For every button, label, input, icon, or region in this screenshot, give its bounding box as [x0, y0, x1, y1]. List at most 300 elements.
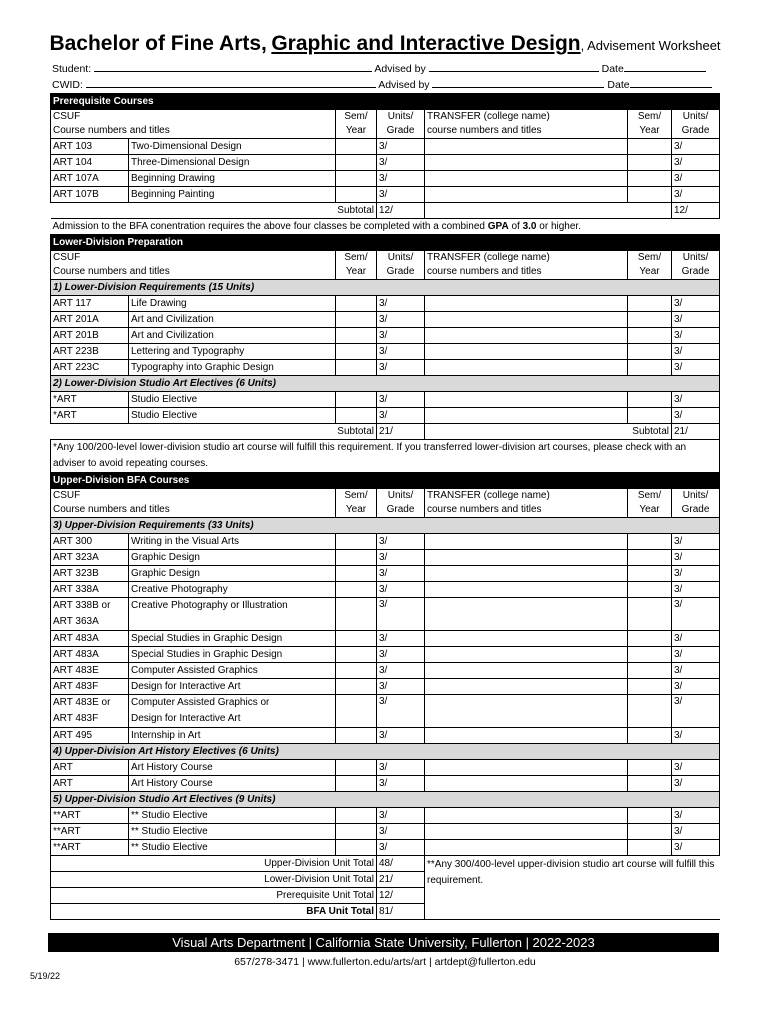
transfer-subtotal-label: Subtotal	[425, 424, 672, 440]
subsection-lower-electives-label: 2) Lower-Division Studio Art Electives (6 Units)	[51, 376, 720, 392]
course-code: ART 117	[51, 296, 129, 312]
sem-year-field[interactable]	[336, 566, 377, 582]
transfer-course-field[interactable]	[425, 695, 628, 728]
section-upper-division	[51, 473, 720, 489]
units-grade-field[interactable]: 3/	[377, 824, 425, 840]
transfer-grade-label: Grade	[681, 125, 710, 136]
transfer-sem-field[interactable]	[628, 679, 672, 695]
year-label: Year	[345, 266, 367, 277]
sem-year-field[interactable]	[336, 312, 377, 328]
units-grade-field[interactable]: 3/	[377, 155, 425, 171]
transfer-year-label: Year	[639, 504, 660, 515]
transfer-units-label: Units/	[682, 252, 709, 263]
student-line	[52, 62, 720, 75]
units-grade-field[interactable]: 3/	[377, 631, 425, 647]
date-field-2[interactable]	[630, 78, 712, 88]
course-row-alt	[51, 695, 720, 728]
gpa-note-pre: Admission to the BFA conentration requires the above four classes be completed with a combined	[52, 221, 488, 232]
transfer-units-field[interactable]: 3/	[672, 296, 720, 312]
sem-year-field[interactable]	[336, 824, 377, 840]
subtotal-label: Subtotal	[51, 424, 377, 440]
course-title: ** Studio Elective	[129, 824, 336, 840]
date-label-2: Date	[607, 79, 630, 91]
header-transfer	[425, 489, 628, 518]
course-code: ART 323B	[51, 566, 129, 582]
transfer-sem-field[interactable]	[628, 312, 672, 328]
page-title	[0, 32, 770, 56]
units-grade-field[interactable]: 3/	[377, 808, 425, 824]
blank-cell	[425, 203, 672, 219]
header-transfer-sem	[628, 110, 672, 139]
transfer-sem-field[interactable]	[628, 663, 672, 679]
units-grade-field[interactable]: 3/	[377, 728, 425, 744]
transfer-units-field[interactable]: 3/	[672, 695, 720, 728]
transfer-course-field[interactable]	[425, 728, 628, 744]
transfer-sem-field[interactable]	[628, 631, 672, 647]
transfer-sem-field[interactable]	[628, 139, 672, 155]
units-grade-field[interactable]: 3/	[377, 776, 425, 792]
cwid-field[interactable]	[86, 78, 376, 88]
advisement-table-body	[51, 94, 720, 920]
course-code: ART 223B	[51, 344, 129, 360]
revision-date: 5/19/22	[30, 971, 61, 981]
sem-year-field[interactable]	[336, 187, 377, 203]
transfer-course-field[interactable]	[425, 598, 628, 631]
units-grade-field[interactable]: 3/	[377, 534, 425, 550]
unit-total-value[interactable]: 21/	[377, 872, 425, 888]
sem-year-field[interactable]	[336, 534, 377, 550]
sem-year-field[interactable]	[336, 155, 377, 171]
upper-note-text: **Any 300/400-level upper-division studio art course will fulfill this requirement.	[425, 856, 720, 920]
course-title: Beginning Painting	[129, 187, 336, 203]
course-title: Writing in the Visual Arts	[129, 534, 336, 550]
transfer-course-field[interactable]	[425, 534, 628, 550]
column-header-row	[51, 251, 720, 280]
transfer-course-field[interactable]	[425, 328, 628, 344]
transfer-units-field[interactable]: 3/	[672, 824, 720, 840]
sem-year-field[interactable]	[336, 582, 377, 598]
sem-year-field[interactable]	[336, 392, 377, 408]
gpa-note-of: of	[508, 221, 523, 232]
cwid-label: CWID:	[52, 79, 83, 91]
sem-year-field[interactable]	[336, 360, 377, 376]
course-numbers-label: Course numbers and titles	[53, 504, 170, 515]
course-title	[129, 598, 336, 631]
transfer-sem-field[interactable]	[628, 598, 672, 631]
transfer-sem-field[interactable]	[628, 760, 672, 776]
subsection-lower-electives	[51, 376, 720, 392]
transfer-course-field[interactable]	[425, 679, 628, 695]
header-transfer-sem	[628, 251, 672, 280]
sem-year-field[interactable]	[336, 728, 377, 744]
course-code-line1: ART 338B or	[53, 600, 111, 611]
transfer-units-field[interactable]: 3/	[672, 647, 720, 663]
units-label: Units/	[387, 252, 414, 263]
course-row	[51, 728, 720, 744]
course-row	[51, 840, 720, 856]
transfer-course-field[interactable]	[425, 631, 628, 647]
header-units	[377, 489, 425, 518]
sem-year-field[interactable]	[336, 550, 377, 566]
transfer-units-field[interactable]: 3/	[672, 344, 720, 360]
transfer-units-field[interactable]: 3/	[672, 728, 720, 744]
header-csuf	[51, 251, 336, 280]
transfer-subtotal-value[interactable]: 21/	[672, 424, 720, 440]
transfer-units-field[interactable]: 3/	[672, 408, 720, 424]
course-code: **ART	[51, 840, 129, 856]
course-numbers-label: Course numbers and titles	[53, 125, 170, 136]
transfer-units-field[interactable]: 3/	[672, 392, 720, 408]
section-lower-division	[51, 235, 720, 251]
transfer-subtotal-value[interactable]: 12/	[672, 203, 720, 219]
course-code: ART 223C	[51, 360, 129, 376]
grade-label: Grade	[386, 125, 415, 136]
units-label: Units/	[387, 490, 414, 501]
course-title: Three-Dimensional Design	[129, 155, 336, 171]
units-grade-field[interactable]: 3/	[377, 139, 425, 155]
course-title: Lettering and Typography	[129, 344, 336, 360]
sem-label: Sem/	[344, 252, 368, 263]
course-code: ART 483A	[51, 647, 129, 663]
gpa-note	[51, 219, 720, 235]
units-grade-field[interactable]: 3/	[377, 392, 425, 408]
course-code: **ART	[51, 824, 129, 840]
column-header-row	[51, 489, 720, 518]
transfer-sem-field[interactable]	[628, 566, 672, 582]
units-grade-field[interactable]: 3/	[377, 550, 425, 566]
transfer-sem-field[interactable]	[628, 647, 672, 663]
transfer-sem-field[interactable]	[628, 808, 672, 824]
transfer-units-field[interactable]: 3/	[672, 139, 720, 155]
course-title: Typography into Graphic Design	[129, 360, 336, 376]
sem-year-field[interactable]	[336, 760, 377, 776]
transfer-course-field[interactable]	[425, 824, 628, 840]
course-row	[51, 296, 720, 312]
transfer-units-field[interactable]: 3/	[672, 171, 720, 187]
subsection-upper-studio	[51, 792, 720, 808]
transfer-units-field[interactable]: 3/	[672, 582, 720, 598]
units-grade-field[interactable]: 3/	[377, 296, 425, 312]
transfer-units-label: Units/	[682, 490, 709, 501]
transfer-course-field[interactable]	[425, 566, 628, 582]
gpa-note-gpa: GPA	[487, 221, 509, 232]
course-code: ART	[51, 760, 129, 776]
transfer-sem-field[interactable]	[628, 824, 672, 840]
subtotal-label: Subtotal	[51, 203, 377, 219]
course-row	[51, 344, 720, 360]
units-grade-field[interactable]: 3/	[377, 171, 425, 187]
units-grade-field[interactable]: 3/	[377, 695, 425, 728]
transfer-units-field[interactable]: 3/	[672, 808, 720, 824]
units-grade-field[interactable]: 3/	[377, 360, 425, 376]
course-row	[51, 582, 720, 598]
transfer-units-field[interactable]: 3/	[672, 360, 720, 376]
course-code: ART 104	[51, 155, 129, 171]
unit-total-value[interactable]: 48/	[377, 856, 425, 872]
unit-total-label: BFA Unit Total	[51, 904, 377, 920]
course-title: Art History Course	[129, 760, 336, 776]
header-csuf	[51, 110, 336, 139]
transfer-sem-field[interactable]	[628, 776, 672, 792]
header-csuf	[51, 489, 336, 518]
units-grade-field[interactable]: 3/	[377, 840, 425, 856]
transfer-units-field[interactable]: 3/	[672, 534, 720, 550]
subsection-art-history-label: 4) Upper-Division Art History Electives (6 Units)	[51, 744, 720, 760]
transfer-course-field[interactable]	[425, 408, 628, 424]
units-grade-field[interactable]: 3/	[377, 598, 425, 631]
header-transfer-units	[672, 489, 720, 518]
lower-note-text: *Any 100/200-level lower-division studio art course will fulfill this requirement. If you transferred lower-division art courses, please check with an adviser to avoid repeating courses.	[51, 440, 720, 473]
section-lower-division-label: Lower-Division Preparation	[51, 235, 720, 251]
header-transfer-sem	[628, 489, 672, 518]
csuf-label: CSUF	[53, 252, 81, 263]
transfer-sem-field[interactable]	[628, 328, 672, 344]
transfer-sem-field[interactable]	[628, 360, 672, 376]
header-sem	[336, 110, 377, 139]
course-title-line2: Design for Interactive Art	[131, 713, 241, 724]
unit-total-value[interactable]: 12/	[377, 888, 425, 904]
units-grade-field[interactable]: 3/	[377, 647, 425, 663]
unit-total-label: Lower-Division Unit Total	[51, 872, 377, 888]
course-title: Graphic Design	[129, 566, 336, 582]
transfer-label: TRANSFER (college name)	[427, 111, 550, 122]
transfer-course-field[interactable]	[425, 171, 628, 187]
transfer-sem-field[interactable]	[628, 155, 672, 171]
transfer-units-field[interactable]: 3/	[672, 550, 720, 566]
transfer-year-label: Year	[639, 125, 660, 136]
transfer-course-field[interactable]	[425, 296, 628, 312]
subsection-art-history	[51, 744, 720, 760]
transfer-course-field[interactable]	[425, 155, 628, 171]
course-code: ART 483E	[51, 663, 129, 679]
transfer-sem-field[interactable]	[628, 695, 672, 728]
transfer-course-field[interactable]	[425, 139, 628, 155]
units-grade-field[interactable]: 3/	[377, 663, 425, 679]
course-row	[51, 187, 720, 203]
transfer-sem-field[interactable]	[628, 171, 672, 187]
date-field[interactable]	[624, 62, 706, 72]
course-title: ** Studio Elective	[129, 840, 336, 856]
sem-year-field[interactable]	[336, 171, 377, 187]
units-grade-field[interactable]: 3/	[377, 408, 425, 424]
footer-department: Visual Arts Department | California State University, Fullerton | 2022-2023	[48, 933, 719, 952]
transfer-units-field[interactable]: 3/	[672, 155, 720, 171]
transfer-units-field[interactable]: 3/	[672, 840, 720, 856]
units-label: Units/	[387, 111, 414, 122]
sem-year-field[interactable]	[336, 679, 377, 695]
course-row	[51, 776, 720, 792]
year-label: Year	[345, 125, 367, 136]
header-units	[377, 110, 425, 139]
transfer-course-label: course numbers and titles	[427, 266, 542, 277]
transfer-label: TRANSFER (college name)	[427, 252, 550, 263]
transfer-course-field[interactable]	[425, 760, 628, 776]
subsection-upper-requirements-label: 3) Upper-Division Requirements (33 Units)	[51, 518, 720, 534]
units-grade-field[interactable]: 3/	[377, 344, 425, 360]
transfer-course-field[interactable]	[425, 776, 628, 792]
course-code	[51, 598, 129, 631]
transfer-course-field[interactable]	[425, 647, 628, 663]
course-code: ART	[51, 776, 129, 792]
units-grade-field[interactable]: 3/	[377, 328, 425, 344]
lower-note-row	[51, 440, 720, 473]
transfer-sem-field[interactable]	[628, 187, 672, 203]
header-units	[377, 251, 425, 280]
transfer-course-field[interactable]	[425, 360, 628, 376]
sem-year-field[interactable]	[336, 139, 377, 155]
course-row	[51, 392, 720, 408]
sem-year-field[interactable]	[336, 344, 377, 360]
transfer-sem-field[interactable]	[628, 344, 672, 360]
course-title: Studio Elective	[129, 408, 336, 424]
transfer-course-field[interactable]	[425, 187, 628, 203]
course-row-alt	[51, 598, 720, 631]
transfer-course-field[interactable]	[425, 663, 628, 679]
transfer-sem-field[interactable]	[628, 408, 672, 424]
transfer-units-field[interactable]: 3/	[672, 187, 720, 203]
course-code: ART 107A	[51, 171, 129, 187]
advisement-table	[50, 93, 720, 920]
cwid-line	[52, 78, 720, 91]
transfer-sem-field[interactable]	[628, 840, 672, 856]
header-transfer-units	[672, 251, 720, 280]
transfer-sem-field[interactable]	[628, 582, 672, 598]
header-transfer	[425, 251, 628, 280]
course-code: ART 483A	[51, 631, 129, 647]
units-grade-field[interactable]: 3/	[377, 566, 425, 582]
title-degree: Bachelor of Fine Arts,	[49, 32, 267, 55]
subsection-lower-requirements-label: 1) Lower-Division Requirements (15 Units)	[51, 280, 720, 296]
gpa-note-post: or higher.	[536, 221, 581, 232]
course-title: Special Studies in Graphic Design	[129, 631, 336, 647]
header-transfer-units	[672, 110, 720, 139]
units-grade-field[interactable]: 3/	[377, 760, 425, 776]
transfer-units-field[interactable]: 3/	[672, 679, 720, 695]
sem-year-field[interactable]	[336, 408, 377, 424]
course-row	[51, 328, 720, 344]
transfer-units-field[interactable]: 3/	[672, 631, 720, 647]
unit-total-value[interactable]: 81/	[377, 904, 425, 920]
date-label: Date	[601, 63, 624, 75]
transfer-course-field[interactable]	[425, 312, 628, 328]
transfer-course-field[interactable]	[425, 840, 628, 856]
subtotal-value[interactable]: 12/	[377, 203, 425, 219]
units-grade-field[interactable]: 3/	[377, 312, 425, 328]
sem-year-field[interactable]	[336, 808, 377, 824]
transfer-course-field[interactable]	[425, 550, 628, 566]
course-title: Beginning Drawing	[129, 171, 336, 187]
section-upper-division-label: Upper-Division BFA Courses	[51, 473, 720, 489]
units-grade-field[interactable]: 3/	[377, 679, 425, 695]
course-title: Design for Interactive Art	[129, 679, 336, 695]
subtotal-value[interactable]: 21/	[377, 424, 425, 440]
course-row	[51, 408, 720, 424]
course-row	[51, 534, 720, 550]
sem-year-field[interactable]	[336, 328, 377, 344]
course-title: Studio Elective	[129, 392, 336, 408]
advised-by-field-2[interactable]	[432, 78, 604, 88]
transfer-sem-field[interactable]	[628, 534, 672, 550]
course-code: ART 103	[51, 139, 129, 155]
sem-year-field[interactable]	[336, 695, 377, 728]
course-row	[51, 631, 720, 647]
transfer-course-field[interactable]	[425, 582, 628, 598]
advised-by-label: Advised by	[374, 63, 426, 75]
course-row	[51, 360, 720, 376]
course-code-line1: ART 483E or	[53, 697, 111, 708]
transfer-course-field[interactable]	[425, 808, 628, 824]
transfer-sem-field[interactable]	[628, 550, 672, 566]
year-label: Year	[345, 504, 367, 515]
transfer-sem-label: Sem/	[637, 490, 662, 501]
sem-year-field[interactable]	[336, 840, 377, 856]
transfer-sem-field[interactable]	[628, 296, 672, 312]
grade-label: Grade	[386, 504, 415, 515]
transfer-course-field[interactable]	[425, 392, 628, 408]
sem-year-field[interactable]	[336, 647, 377, 663]
course-title	[129, 695, 336, 728]
transfer-units-field[interactable]: 3/	[672, 776, 720, 792]
course-title: Art History Course	[129, 776, 336, 792]
sem-year-field[interactable]	[336, 598, 377, 631]
course-code: ART 201A	[51, 312, 129, 328]
sem-year-field[interactable]	[336, 631, 377, 647]
transfer-sem-field[interactable]	[628, 728, 672, 744]
advised-by-field[interactable]	[429, 62, 599, 72]
student-label: Student:	[52, 63, 92, 75]
units-grade-field[interactable]: 3/	[377, 187, 425, 203]
transfer-units-field[interactable]: 3/	[672, 328, 720, 344]
course-title: Art and Civilization	[129, 312, 336, 328]
course-row	[51, 139, 720, 155]
transfer-units-field[interactable]: 3/	[672, 760, 720, 776]
transfer-units-field[interactable]: 3/	[672, 598, 720, 631]
course-title: Computer Assisted Graphics	[129, 663, 336, 679]
sem-year-field[interactable]	[336, 776, 377, 792]
transfer-course-field[interactable]	[425, 344, 628, 360]
sem-year-field[interactable]	[336, 296, 377, 312]
transfer-units-field[interactable]: 3/	[672, 663, 720, 679]
transfer-sem-label: Sem/	[637, 252, 662, 263]
course-title: Two-Dimensional Design	[129, 139, 336, 155]
title-program: Graphic and Interactive Design	[271, 32, 581, 55]
transfer-units-field[interactable]: 3/	[672, 312, 720, 328]
transfer-sem-field[interactable]	[628, 392, 672, 408]
course-row	[51, 312, 720, 328]
course-row	[51, 566, 720, 582]
course-row	[51, 760, 720, 776]
lower-subtotal-row	[51, 424, 720, 440]
transfer-units-field[interactable]: 3/	[672, 566, 720, 582]
course-code: ART 323A	[51, 550, 129, 566]
sem-year-field[interactable]	[336, 663, 377, 679]
prereq-subtotal-row	[51, 203, 720, 219]
course-code: ART 495	[51, 728, 129, 744]
course-row	[51, 171, 720, 187]
transfer-units-label: Units/	[682, 111, 709, 122]
transfer-grade-label: Grade	[681, 504, 710, 515]
subsection-upper-requirements	[51, 518, 720, 534]
course-title: Internship in Art	[129, 728, 336, 744]
course-code	[51, 695, 129, 728]
course-row	[51, 808, 720, 824]
header-sem	[336, 251, 377, 280]
student-field[interactable]	[94, 62, 372, 72]
units-grade-field[interactable]: 3/	[377, 582, 425, 598]
course-title: Special Studies in Graphic Design	[129, 647, 336, 663]
section-prerequisite	[51, 94, 720, 110]
header-transfer	[425, 110, 628, 139]
